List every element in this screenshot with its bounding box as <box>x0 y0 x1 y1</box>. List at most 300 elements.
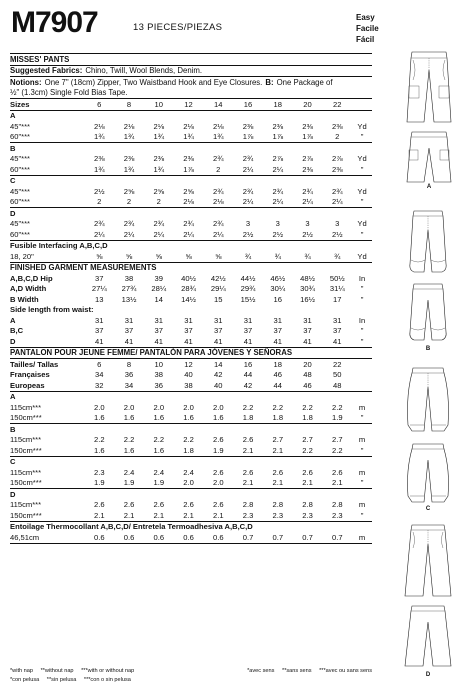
side-length-row-value: 37 <box>154 326 163 336</box>
metric-yardage-row-value: 2.2 <box>153 435 165 445</box>
side-length-row-unit: " <box>360 326 364 336</box>
yardage-row-value: 2⅜ <box>242 121 254 131</box>
metric-yardage-row-label: 115cm*** <box>10 467 42 477</box>
notions-label: Notions: <box>10 77 42 87</box>
entoilage-row-value: 0.6 <box>212 532 224 542</box>
finished-row-value: 44½ <box>240 273 256 283</box>
finished-row-value: 28¼ <box>151 284 167 294</box>
metric-yardage-row <box>10 413 372 424</box>
metric-yardage-row-value: 2.3 <box>272 510 284 520</box>
measurement-chart <box>10 53 372 544</box>
finished-row-value: 30¼ <box>270 284 286 294</box>
suggested-fabrics-value: Chino, Twill, Wool Blends, Denim. <box>85 66 203 76</box>
yardage-row-label: 45"*** <box>10 121 31 131</box>
side-length-row-value: 41 <box>184 336 193 346</box>
yardage-row-value: 2¼ <box>123 229 135 239</box>
notions-view-b-label: B: <box>265 77 274 87</box>
yardage-row-value: 2¾ <box>212 186 224 196</box>
yardage-row-value: 3 <box>335 219 340 229</box>
metric-yardage-row-value: 2.2 <box>242 402 254 412</box>
yardage-row-value: 2⅜ <box>123 154 135 164</box>
metric-yardage-row-label: 115cm*** <box>10 402 42 412</box>
yardage-view-c-label: C <box>10 176 16 186</box>
yardage-row-value: 2⅛ <box>212 197 224 207</box>
interfacing-row-unit: Yd <box>357 251 367 261</box>
metric-yardage-row-value: 2.6 <box>123 500 135 510</box>
view-c-back-drawing <box>404 442 452 506</box>
metric-yardage-row-unit: m <box>358 467 366 477</box>
yardage-row-value: 1¾ <box>123 164 135 174</box>
side-length-row-value: 41 <box>333 336 342 346</box>
yardage-row-value: 2⅜ <box>183 154 194 164</box>
yardage-view-a <box>10 111 372 122</box>
metric-yardage-row-value: 1.9 <box>331 413 343 423</box>
metric-yardage-row-value: 1.9 <box>153 478 165 488</box>
yardage-row <box>10 197 372 208</box>
metric-size-row <box>10 370 372 381</box>
side-length-row-value: 37 <box>214 326 223 336</box>
footnotes <box>10 666 372 684</box>
side-length-row-label: B,C <box>10 326 24 336</box>
view-d-label: D <box>425 672 431 678</box>
side-length-row-value: 31 <box>333 315 342 325</box>
metric-size-row-value: 38 <box>184 380 193 390</box>
entoilage-row-value: 0.7 <box>272 532 284 542</box>
side-length-row-unit: In <box>358 315 366 325</box>
metric-yardage-row-value: 2.2 <box>302 445 313 455</box>
yardage-row-label: 45"*** <box>10 186 31 196</box>
yardage-row-value: 2½ <box>302 229 313 239</box>
side-length-row-value: 31 <box>243 315 253 325</box>
side-length-row-value: 37 <box>333 326 342 336</box>
finished-row-value: 14½ <box>181 294 196 304</box>
metric-yardage-row <box>10 500 372 511</box>
metric-yardage-row <box>10 402 372 413</box>
metric-yardage-row-value: 2.1 <box>302 478 313 488</box>
metric-size-row-value: 38 <box>154 370 163 380</box>
yardage-row-value: 2 <box>156 197 161 207</box>
metric-yardage-row-label: 150cm*** <box>10 445 42 455</box>
footnote-avec-ou-sans-sens: ***avec ou sans sens <box>319 667 372 674</box>
interfacing-row-value: ⅝ <box>96 251 103 261</box>
size-value: 12 <box>184 99 193 109</box>
entoilage-row-unit: m <box>358 532 366 542</box>
view-d-front-drawing <box>402 522 454 600</box>
metric-yardage-row-label: 150cm*** <box>10 510 42 520</box>
metric-yardage-row <box>10 478 372 489</box>
yardage-row-unit: Yd <box>357 121 367 131</box>
yardage-row-value: 2¼ <box>302 197 313 207</box>
yardage-row <box>10 229 372 240</box>
yardage-row-unit: " <box>360 132 364 142</box>
metric-yardage-row-label: 150cm*** <box>10 413 42 423</box>
finished-row-value: 27¾ <box>121 284 137 294</box>
metric-size-row-value: 42 <box>243 380 253 390</box>
finished-row-unit: In <box>358 273 366 283</box>
footnotes-spanish <box>10 677 137 683</box>
yardage-row-value: 2⅝ <box>153 186 165 196</box>
interfacing-row-value: ¾ <box>244 251 252 261</box>
metric-size-row <box>10 380 372 391</box>
metric-yardage-row-value: 2.3 <box>242 510 254 520</box>
yardage-row-value: 2¾ <box>212 219 224 229</box>
yardage-view-d-label: D <box>10 208 16 218</box>
metric-yardage-row-value: 2.1 <box>272 445 284 455</box>
yardage-row-value: 2 <box>126 197 132 207</box>
view-illustrations <box>384 0 460 696</box>
side-length-row <box>10 326 372 337</box>
yardage-row-label: 45"*** <box>10 219 31 229</box>
metric-size-row-value: 48 <box>303 370 312 380</box>
metric-yardage-row-value: 2.8 <box>302 500 313 510</box>
yardage-row-label: 60"*** <box>10 132 31 142</box>
entoilage-row-value: 0.6 <box>153 532 165 542</box>
entoilage-row-value: 0.7 <box>302 532 313 542</box>
metric-size-row-value: 34 <box>124 380 134 390</box>
finished-row-value: 28¾ <box>181 284 196 294</box>
finished-row-value: 37 <box>95 273 104 283</box>
metric-yardage-row-label: 115cm*** <box>10 500 42 510</box>
side-length-row-value: 41 <box>303 336 312 346</box>
metric-yardage-row <box>10 435 372 446</box>
metric-yardage-row-value: 1.8 <box>183 445 194 455</box>
side-length-row-value: 37 <box>95 326 104 336</box>
metric-size-row-value: 50 <box>333 370 342 380</box>
metric-yardage-row-unit: m <box>358 500 366 510</box>
yardage-row-value: 2⅜ <box>331 121 343 131</box>
yardage-row-value: 1¾ <box>93 132 105 142</box>
pattern-number: M7907 <box>11 6 98 39</box>
view-a-back-drawing <box>404 130 454 184</box>
pattern-title <box>10 54 372 65</box>
footnote-row-2 <box>10 675 372 684</box>
footnote-with-nap: *with nap <box>10 667 34 674</box>
metric-size-row <box>10 359 372 370</box>
yardage-row-value: 2 <box>97 197 102 207</box>
metric-yardage-row-value: 2.6 <box>212 467 224 477</box>
finished-row-value: 13½ <box>121 294 137 304</box>
yardage-row-value: 2¾ <box>242 186 254 196</box>
metric-size-row-value: 8 <box>126 359 132 369</box>
metric-yardage-row-value: 1.6 <box>183 413 194 423</box>
yardage-row-value: 2¾ <box>302 186 313 196</box>
yardage-row-value: 2¼ <box>272 197 284 207</box>
metric-yardage-row-value: 1.9 <box>93 478 105 488</box>
metric-yardage-row-value: 1.8 <box>272 413 284 423</box>
finished-row-value: 31¼ <box>329 284 345 294</box>
metric-yardage-row <box>10 467 372 478</box>
metric-yardage-row-value: 2.1 <box>242 445 254 455</box>
metric-yardage-row-unit: m <box>358 402 366 412</box>
side-length-row-value: 31 <box>273 315 282 325</box>
rule-line <box>10 543 372 544</box>
header <box>11 6 391 46</box>
metric-size-row-value: 12 <box>184 359 193 369</box>
footnote-sin-pelusa: **sin pelusa <box>46 676 77 683</box>
yardage-row-value: 2¾ <box>272 186 284 196</box>
metric-yardage-row-value: 2.7 <box>331 435 343 445</box>
metric-yardage-row-value: 2.2 <box>123 435 135 445</box>
metric-yardage-row-value: 2.6 <box>242 435 254 445</box>
metric-yardage-row-value: 2.7 <box>302 435 313 445</box>
size-value: 22 <box>333 99 342 109</box>
finished-row-value: 38 <box>124 273 134 283</box>
side-length-row-label: D <box>10 336 16 346</box>
entoilage-row-value: 0.7 <box>331 532 343 542</box>
pattern-title-text: MISSES' PANTS <box>10 54 70 64</box>
yardage-row-value: 2⅛ <box>93 121 105 131</box>
finished-row-value: 48½ <box>300 273 315 283</box>
interfacing-title <box>10 241 372 252</box>
metric-yardage-row-value: 2.2 <box>331 402 343 412</box>
finished-row-value: 42½ <box>210 273 226 283</box>
footnote-without-nap: **without nap <box>40 667 74 674</box>
finished-row-value: 30¾ <box>300 284 315 294</box>
metric-yardage-view-d <box>10 489 372 500</box>
metric-yardage-row-value: 2.0 <box>183 402 194 412</box>
yardage-row-value: 2⅜ <box>153 154 165 164</box>
interfacing-title-text: Fusible Interfacing A,B,C,D <box>10 241 108 251</box>
side-length-row-value: 41 <box>154 336 163 346</box>
difficulty-fr: Facile <box>356 24 379 33</box>
metric-size-row-value: 46 <box>303 380 312 390</box>
entoilage-row-label: 46,51cm <box>10 532 40 542</box>
side-length-row-value: 41 <box>95 336 104 346</box>
finished-row-value: 17 <box>333 294 342 304</box>
yardage-row-unit: Yd <box>357 154 367 164</box>
footnotes-english <box>10 668 140 674</box>
metric-yardage-row-value: 2.0 <box>183 478 194 488</box>
yardage-row-value: 2⅜ <box>302 164 313 174</box>
footnote-row-1 <box>10 666 372 675</box>
metric-yardage-row-value: 2.4 <box>153 467 165 477</box>
metric-yardage-row-unit: " <box>360 510 364 520</box>
yardage-row <box>10 186 372 197</box>
interfacing-row-value: ¾ <box>274 251 281 261</box>
metric-yardage-row-value: 2.3 <box>331 510 343 520</box>
metric-size-row-value: 6 <box>97 359 102 369</box>
footnote-avec-sens: *avec sens <box>247 667 275 674</box>
metric-yardage-row-value: 1.6 <box>123 445 135 455</box>
size-value: 14 <box>214 99 223 109</box>
suggested-fabrics <box>10 66 372 77</box>
yardage-row-value: 2⅞ <box>331 154 343 164</box>
metric-size-row-label: Tailles/ Tallas <box>10 359 59 369</box>
metric-size-row-value: 36 <box>124 370 134 380</box>
notions-value: One 7" (18cm) Zipper, Two Waistband Hook and Eye Closures. <box>44 77 263 87</box>
metric-yardage-row-value: 2.1 <box>272 478 284 488</box>
interfacing-row-value: ⅝ <box>125 251 133 261</box>
metric-size-row-value: 22 <box>333 359 342 369</box>
yardage-row-label: 60"*** <box>10 197 31 207</box>
metric-yardage-row-value: 1.9 <box>212 445 224 455</box>
interfacing-row <box>10 251 372 262</box>
metric-yardage-view-a <box>10 392 372 403</box>
metric-yardage-view-c <box>10 457 372 468</box>
suggested-fabrics-label: Suggested Fabrics: <box>10 66 83 76</box>
metric-yardage-row-value: 2.2 <box>302 402 313 412</box>
sizes-header <box>10 99 372 110</box>
yardage-row-value: 2¼ <box>93 229 105 239</box>
yardage-row-label: 60"*** <box>10 229 31 239</box>
entoilage-row <box>10 532 372 543</box>
side-length-row-value: 31 <box>303 315 312 325</box>
yardage-row-value: 3 <box>245 219 251 229</box>
side-length-title <box>10 305 372 316</box>
notions-line-1 <box>10 77 372 88</box>
yardage-row-value: 2⅜ <box>272 121 284 131</box>
yardage-row-value: 2½ <box>242 229 254 239</box>
yardage-row <box>10 164 372 175</box>
yardage-row-label: 60"*** <box>10 164 31 174</box>
yardage-row-value: 2¾ <box>93 219 105 229</box>
metric-yardage-row-value: 2.3 <box>302 510 313 520</box>
footnote-con-o-sin-pelusa: ***con o sin pelusa <box>83 676 131 683</box>
yardage-row <box>10 154 372 165</box>
view-b-label: B <box>425 346 431 352</box>
yardage-view-a-label: A <box>10 111 16 121</box>
yardage-row-value: 2¾ <box>242 154 254 164</box>
yardage-row-value: 2¼ <box>331 197 343 207</box>
metric-yardage-row-value: 2.0 <box>212 402 224 412</box>
metric-yardage-row-value: 2.4 <box>123 467 135 477</box>
view-b-front-drawing <box>406 208 450 278</box>
yardage-row-value: 1⅞ <box>272 132 284 142</box>
metric-yardage-row-value: 2.1 <box>331 478 343 488</box>
metric-yardage-row-label: 115cm*** <box>10 435 42 445</box>
metric-yardage-row <box>10 510 372 521</box>
finished-row-value: 15 <box>214 294 223 304</box>
finished-measurements-title <box>10 263 372 274</box>
size-value: 10 <box>154 99 163 109</box>
metric-yardage-row-value: 2.6 <box>242 467 254 477</box>
yardage-row-value: 2 <box>216 164 221 174</box>
side-length-row-value: 31 <box>154 315 163 325</box>
metric-yardage-row-label: 150cm*** <box>10 478 42 488</box>
entoilage-row-value: 0.6 <box>183 532 194 542</box>
finished-row-label: B Width <box>10 294 39 304</box>
yardage-row-value: 2¾ <box>331 186 343 196</box>
yardage-row-value: 2⅞ <box>272 154 284 164</box>
metric-yardage-row-unit: " <box>360 445 364 455</box>
metric-size-row-value: 34 <box>95 370 104 380</box>
finished-row-value: 16½ <box>300 294 315 304</box>
metric-yardage-row-value: 2.6 <box>153 500 165 510</box>
side-length-row-value: 41 <box>273 336 282 346</box>
yardage-row-value: 2½ <box>331 229 343 239</box>
yardage-row-value: 2⅜ <box>302 121 313 131</box>
yardage-row-value: 2 <box>335 132 340 142</box>
side-length-row-value: 37 <box>124 326 134 336</box>
metric-yardage-row-value: 2.6 <box>212 435 224 445</box>
yardage-row-value: 2¾ <box>212 154 224 164</box>
yardage-row-value: 2¼ <box>242 197 254 207</box>
metric-size-row-value: 18 <box>273 359 282 369</box>
yardage-row <box>10 132 372 143</box>
size-value: 18 <box>273 99 282 109</box>
finished-row-value: 16 <box>273 294 282 304</box>
yardage-row-value: 1¾ <box>183 132 194 142</box>
side-length-row <box>10 336 372 347</box>
yardage-row-value: 2⅞ <box>302 154 313 164</box>
finished-row <box>10 294 372 305</box>
metric-yardage-row-unit: m <box>358 435 366 445</box>
side-length-row-value: 31 <box>214 315 223 325</box>
side-length-row <box>10 315 372 326</box>
metric-yardage-row-value: 2.2 <box>272 402 284 412</box>
metric-size-row-value: 48 <box>333 380 342 390</box>
yardage-row-value: 2¾ <box>123 219 135 229</box>
view-a-front-drawing <box>404 48 454 126</box>
side-length-row-value: 31 <box>184 315 193 325</box>
yardage-row-value: 3 <box>305 219 310 229</box>
yardage-row-value: 1¾ <box>153 132 165 142</box>
yardage-view-b <box>10 143 372 154</box>
finished-row-value: 39 <box>154 273 163 283</box>
sizes-label: Sizes <box>10 99 30 109</box>
yardage-row-value: 1¾ <box>153 164 165 174</box>
footnote-with-or-without-nap: ***with or without nap <box>81 667 135 674</box>
metric-yardage-row-value: 2.1 <box>212 510 224 520</box>
finished-row-value: 27¼ <box>91 284 107 294</box>
finished-row-value: 50½ <box>329 273 345 283</box>
metric-yardage-row-value: 2.3 <box>93 467 105 477</box>
side-length-row-value: 41 <box>214 336 223 346</box>
metric-yardage-view-b-label: B <box>10 424 16 434</box>
yardage-row <box>10 219 372 230</box>
yardage-row-value: 2½ <box>272 229 284 239</box>
yardage-row-value: 1¾ <box>93 164 105 174</box>
metric-size-row-value: 20 <box>303 359 312 369</box>
yardage-row-value: 2¼ <box>212 229 224 239</box>
footnote-sans-sens: **sans sens <box>282 667 312 674</box>
finished-row-value: 13 <box>95 294 104 304</box>
metric-yardage-row-value: 2.1 <box>93 510 105 520</box>
metric-yardage-row-value: 2.4 <box>183 467 194 477</box>
metric-yardage-row-unit: " <box>360 478 364 488</box>
finished-row-unit: " <box>360 294 364 304</box>
notions-line-2 <box>10 88 372 99</box>
yardage-row-value: 2¾ <box>183 219 194 229</box>
side-length-row-value: 37 <box>273 326 282 336</box>
yardage-row-value: 2⅝ <box>183 186 194 196</box>
view-b-back-drawing <box>406 282 450 344</box>
side-length-row-value: 37 <box>243 326 253 336</box>
finished-row-label: A,B,C,D Hip <box>10 273 53 283</box>
interfacing-row-value: ⅝ <box>215 251 222 261</box>
metric-yardage-row-value: 2.2 <box>93 435 105 445</box>
side-length-row-value: 31 <box>124 315 134 325</box>
yardage-row <box>10 121 372 132</box>
metric-yardage-row-value: 2.6 <box>93 500 105 510</box>
metric-yardage-row-value: 2.7 <box>272 435 284 445</box>
yardage-view-d <box>10 208 372 219</box>
yardage-row-value: 1⅞ <box>242 132 254 142</box>
metric-size-row-value: 40 <box>184 370 193 380</box>
finished-row <box>10 273 372 284</box>
finished-row-unit: " <box>360 284 364 294</box>
yardage-row-unit: Yd <box>357 186 367 196</box>
metric-yardage-row-value: 1.6 <box>93 445 105 455</box>
size-value: 16 <box>243 99 253 109</box>
yardage-row-unit: Yd <box>357 219 367 229</box>
metric-yardage-row-value: 2.0 <box>153 402 165 412</box>
yardage-row-value: 2⅛ <box>153 121 165 131</box>
metric-yardage-row-value: 2.0 <box>93 402 105 412</box>
difficulty-es: Fácil <box>356 35 375 44</box>
entoilage-row-value: 0.7 <box>242 532 254 542</box>
finished-row-value: 14 <box>154 294 163 304</box>
